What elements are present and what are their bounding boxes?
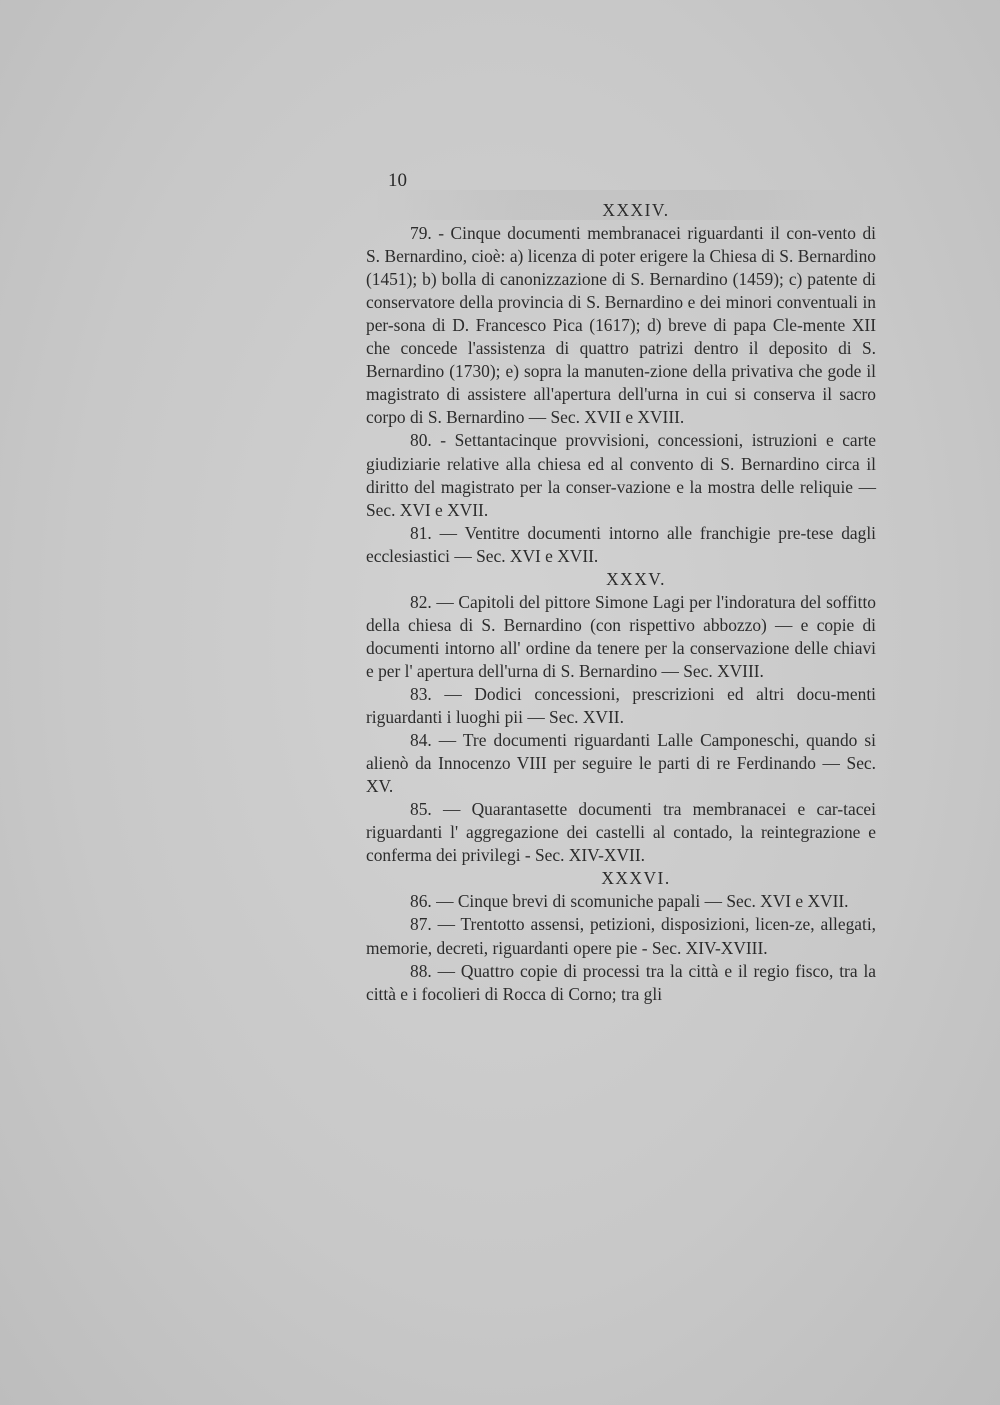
entry-86: 86. — Cinque brevi di scomuniche papali — Sec. XVI e XVII. xyxy=(410,891,849,912)
section-heading-xxxvi: XXXVI. xyxy=(601,868,671,889)
entry-82: 82. — Capitoli del pittore Simone Lagi per l'indoratura del soffitto della chiesa di S. Bernardino (con rispettivo abbozzo) — e copie di documenti intorno all' ordine da tenere per la conservazione delle chiavi e per l' apertura dell'urna di S. Bernardino — Sec. XVIII. xyxy=(366,591,876,681)
entry-83: 83. — Dodici concessioni, prescrizioni ed altri docu-menti riguardanti i luoghi pii — Sec. XVII. xyxy=(366,683,876,728)
entry-80: 80. - Settantacinque provvisioni, concessioni, istruzioni e carte giudiziarie relative alla chiesa ed al convento di S. Bernardino circa il diritto del magistrato per la conser-vazione e la mostra delle reliquie — Sec. XVI e XVII. xyxy=(366,430,876,520)
section-heading-xxxv: XXXV. xyxy=(606,568,666,589)
entry-88: 88. — Quattro copie di processi tra la città e il regio fisco, tra la città e i focolieri di Rocca di Corno; tra gli xyxy=(366,960,876,1004)
body-text xyxy=(366,199,876,1006)
page-number: 10 xyxy=(388,170,407,191)
entry-79: 79. - Cinque documenti membranacei riguardanti il con-vento di S. Bernardino, cioè: a) licenza di poter erigere la Chiesa di S. Bernardino (1451); b) bolla di canonizzazione di S. Bernardino (1459); c) patente di conservatore della provincia di S. Bernardino e dei minori conventuali in per-sona di D. Francesco Pica (1617); d) breve di papa Cle-mente XII che concede l'assistenza di quattro patrizi dentro il deposito di S. Bernardino (1730); e) sopra la manuten-zione della privativa che gode il magistrato di assistere all'apertura dell'urna in cui si conserva il sacro corpo di S. Bernardino — Sec. XVII e XVIII. xyxy=(366,223,876,428)
entry-84: 84. — Tre documenti riguardanti Lalle Camponeschi, quando si alienò da Innocenzo VIII per seguire le parti di re Ferdinando — Sec. XV. xyxy=(366,730,876,797)
entry-81: 81. — Ventitre documenti intorno alle franchigie pre-tese dagli ecclesiastici — Sec. XVI e XVII. xyxy=(366,522,876,566)
entry-85: 85. — Quarantasette documenti tra membranacei e car-tacei riguardanti l' aggregazione dei castelli al contado, la reintegrazione e conferma dei privilegi - Sec. XIV-XVII. xyxy=(366,799,876,866)
section-heading-xxxiv: XXXIV. xyxy=(602,200,670,220)
entry-87: 87. — Trentotto assensi, petizioni, disposizioni, licen-ze, allegati, memorie, decreti, riguardanti opere pie - Sec. XIV-XVIII. xyxy=(366,914,876,958)
